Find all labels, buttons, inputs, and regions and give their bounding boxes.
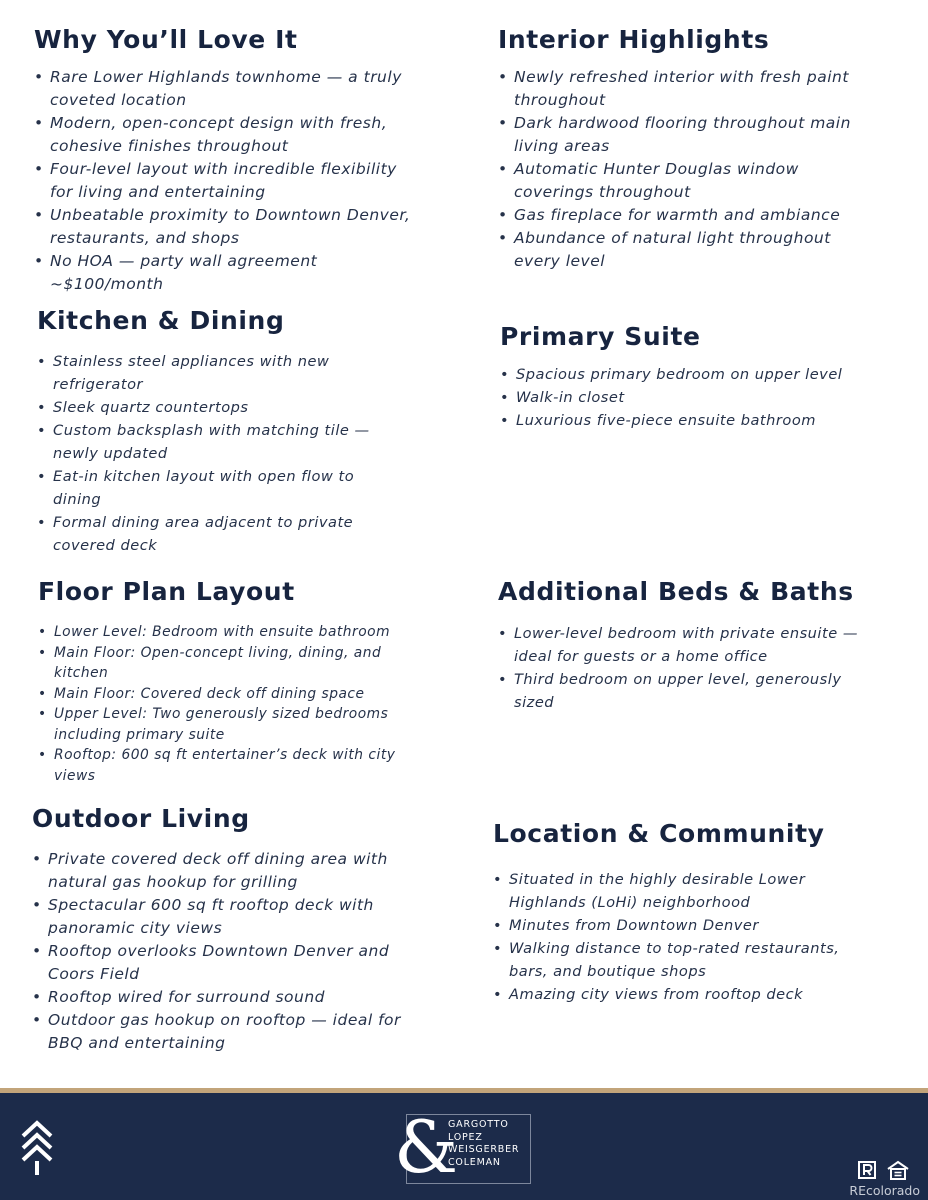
bullet-list — [34, 66, 410, 296]
bullet-item — [48, 848, 401, 894]
section-primary-suite — [500, 321, 842, 432]
bullet-line: throughout — [514, 91, 606, 109]
bullet-item — [48, 986, 401, 1009]
bullet-item — [514, 204, 851, 227]
section-title: Outdoor Living — [32, 804, 250, 833]
section-title: Additional Beds & Baths — [498, 577, 854, 606]
bullet-item — [509, 983, 839, 1006]
section-title: Interior Highlights — [498, 25, 770, 54]
bullet-line: Private covered deck off dining area with — [48, 850, 388, 868]
bullet-line: Lower Level: Bedroom with ensuite bathroom — [54, 624, 391, 640]
bullet-item — [53, 465, 370, 511]
bullet-line: restaurants, and shops — [50, 229, 240, 247]
bullet-list — [37, 350, 370, 557]
bullet-item — [50, 112, 410, 158]
bullet-item — [50, 158, 410, 204]
bullet-item — [54, 745, 395, 786]
bullet-item — [54, 684, 395, 705]
bullet-line: Dark hardwood flooring throughout main — [514, 114, 851, 132]
bullet-line: Spectacular 600 sq ft rooftop deck with — [48, 896, 374, 914]
bullet-line: cohesive finishes throughout — [50, 137, 289, 155]
bullet-line: Newly refreshed interior with fresh paint — [514, 68, 849, 86]
bullet-line: ~$100/month — [50, 275, 164, 293]
bullet-item — [50, 250, 410, 296]
bullet-line: including primary suite — [54, 726, 225, 743]
bullet-item — [514, 622, 858, 668]
bullet-line: Amazing city views from rooftop deck — [509, 986, 804, 1003]
section-title: Location & Community — [493, 819, 825, 848]
bullet-item — [514, 66, 851, 112]
bullet-line: Minutes from Downtown Denver — [509, 917, 759, 934]
bullet-item — [514, 668, 858, 714]
bullet-line: Eat-in kitchen layout with open flow to — [53, 468, 355, 485]
bullet-item — [514, 112, 851, 158]
bullet-line: natural gas hookup for grilling — [48, 873, 298, 891]
brokerage-logo-text — [448, 1119, 532, 1169]
section-kitchen-dining — [37, 305, 370, 557]
bullet-line: refrigerator — [53, 376, 144, 393]
section-location-community — [493, 818, 839, 1006]
bullet-line: kitchen — [54, 665, 109, 681]
bullet-line: living areas — [514, 137, 610, 155]
section-floor-plan — [38, 576, 395, 786]
realtor-r-icon — [858, 1161, 876, 1179]
bullet-line: Abundance of natural light throughout — [514, 229, 831, 247]
bullet-item — [54, 704, 395, 745]
bullet-line: Gas fireplace for warmth and ambiance — [514, 206, 841, 224]
section-title: Why You’ll Love It — [34, 25, 298, 54]
bullet-line: covered deck — [53, 537, 158, 554]
bullet-line: BBQ and entertaining — [48, 1034, 226, 1052]
bullet-line: Highlands (LoHi) neighborhood — [509, 894, 751, 911]
bullet-line: Custom backsplash with matching tile — — [53, 422, 370, 439]
bullet-line: Situated in the highly desirable Lower — [509, 871, 806, 888]
logo-line: LOPEZ — [448, 1131, 483, 1143]
bullet-item — [53, 419, 370, 465]
bullet-line: newly updated — [53, 445, 168, 462]
bullet-item — [48, 894, 401, 940]
section-title: Kitchen & Dining — [37, 306, 285, 335]
bullet-line: Sleek quartz countertops — [53, 399, 249, 416]
bullet-item — [50, 66, 410, 112]
bullet-line: Main Floor: Open-concept living, dining, and — [54, 644, 382, 661]
equal-housing-icon — [886, 1160, 910, 1180]
bullet-line: Automatic Hunter Douglas window — [514, 160, 799, 178]
footer-bar — [0, 1088, 928, 1200]
bullet-item — [50, 204, 410, 250]
bullet-item — [516, 386, 842, 409]
bullet-item — [48, 940, 401, 986]
logo-line: GARGOTTO — [448, 1119, 509, 1130]
bullet-list — [38, 622, 395, 786]
bullet-line: No HOA — party wall agreement — [50, 252, 318, 270]
bullet-line: Spacious primary bedroom on upper level — [516, 366, 843, 383]
bullet-line: Third bedroom on upper level, generously — [514, 671, 842, 688]
bullet-line: sized — [514, 694, 555, 711]
bullet-item — [509, 868, 839, 914]
logo-line: COLEMAN — [448, 1156, 501, 1168]
section-interior-highlights — [498, 24, 851, 273]
bullet-item — [48, 1009, 401, 1055]
bullet-line: Upper Level: Two generously sized bedrooms — [54, 706, 389, 722]
bullet-line: Modern, open-concept design with fresh, — [50, 114, 388, 132]
logo-line: WEISGERBER — [448, 1144, 520, 1155]
bullet-item — [514, 227, 851, 273]
bullet-list — [498, 622, 858, 714]
bullet-line: Rooftop wired for surround sound — [48, 988, 326, 1006]
bullet-item — [54, 622, 395, 643]
bullet-line: views — [54, 767, 96, 784]
section-beds-baths — [498, 576, 858, 714]
bullet-list — [498, 66, 851, 273]
bullet-line: Walking distance to top-rated restaurants, — [509, 940, 840, 957]
bullet-line: Walk-in closet — [516, 389, 625, 406]
bullet-item — [53, 350, 370, 396]
bullet-item — [516, 363, 842, 386]
bullet-item — [514, 158, 851, 204]
bullet-list — [32, 848, 401, 1055]
bullet-line: Rooftop overlooks Downtown Denver and — [48, 942, 390, 960]
bullet-line: coverings throughout — [514, 183, 691, 201]
section-title: Primary Suite — [500, 322, 701, 351]
bullet-item — [509, 914, 839, 937]
bullet-item — [509, 937, 839, 983]
bullet-list — [493, 868, 839, 1006]
chevrons-up-icon — [20, 1117, 54, 1177]
bullet-line: coveted location — [50, 91, 187, 109]
section-why-love — [34, 24, 410, 296]
bullet-item — [53, 511, 370, 557]
bullet-line: Formal dining area adjacent to private — [53, 514, 354, 531]
bullet-line: Four-level layout with incredible flexibility — [50, 160, 397, 178]
bullet-line: Main Floor: Covered deck off dining space — [54, 685, 365, 702]
bullet-line: Rare Lower Highlands townhome — a truly — [50, 68, 402, 86]
bullet-line: ideal for guests or a home office — [514, 648, 768, 665]
bullet-line: Luxurious five-piece ensuite bathroom — [516, 412, 816, 429]
bullet-line: bars, and boutique shops — [509, 963, 707, 980]
section-outdoor-living — [32, 803, 401, 1055]
bullet-item — [516, 409, 842, 432]
bullet-line: every level — [514, 252, 606, 270]
bullet-line: for living and entertaining — [50, 183, 266, 201]
bullet-line: Rooftop: 600 sq ft entertainer’s deck with city — [54, 747, 396, 763]
bullet-line: Stainless steel appliances with new — [53, 353, 330, 370]
section-title: Floor Plan Layout — [38, 577, 295, 606]
bullet-line: panoramic city views — [48, 919, 223, 937]
bullet-line: Coors Field — [48, 965, 140, 983]
bullet-line: Lower-level bedroom with private ensuite — — [514, 625, 858, 642]
bullet-item — [54, 643, 395, 684]
brokerage-logo-mark: & — [394, 1105, 459, 1189]
bullet-line: Outdoor gas hookup on rooftop — ideal for — [48, 1011, 401, 1029]
bullet-item — [53, 396, 370, 419]
bullet-line: Unbeatable proximity to Downtown Denver, — [50, 206, 411, 224]
bullet-line: dining — [53, 491, 102, 508]
source-credit: REcolorado — [849, 1183, 920, 1198]
bullet-list — [500, 363, 842, 432]
